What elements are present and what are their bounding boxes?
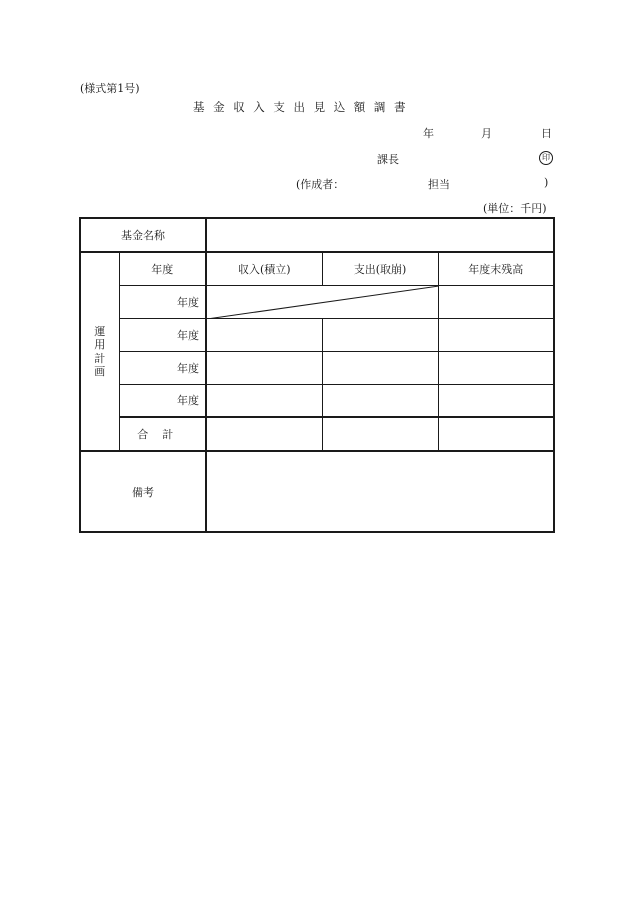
expense-cell[interactable] xyxy=(322,351,438,384)
diagonal-slash xyxy=(207,286,439,319)
total-expense-cell[interactable] xyxy=(322,417,438,451)
document-title: 基金収入支出見込額調書 xyxy=(193,100,415,114)
total-label-cell xyxy=(119,417,206,451)
fund-name-field[interactable] xyxy=(206,218,554,252)
total-label: 合計 xyxy=(137,428,188,441)
header-income: 収入(積立) xyxy=(206,252,322,285)
total-income-cell[interactable] xyxy=(206,417,322,451)
income-cell[interactable] xyxy=(206,384,322,417)
income-cell[interactable] xyxy=(206,351,322,384)
fund-plan-table xyxy=(79,217,555,533)
balance-cell[interactable] xyxy=(438,285,554,318)
author-label: (作成者： xyxy=(296,178,345,191)
row-year-label: 年度 xyxy=(119,384,206,417)
author-tanto-label: 担当 xyxy=(428,178,450,191)
unit-label: (単位：千円) xyxy=(483,202,547,215)
remarks-field[interactable] xyxy=(206,451,554,532)
balance-cell[interactable] xyxy=(438,384,554,417)
author-close-paren: ) xyxy=(544,176,549,189)
date-day-label: 日 xyxy=(541,127,552,140)
remarks-label: 備考 xyxy=(80,451,206,532)
form-number: (様式第1号) xyxy=(80,82,140,95)
date-year-label: 年 xyxy=(423,127,434,140)
income-cell[interactable] xyxy=(206,318,322,351)
row-year-label: 年度 xyxy=(119,285,206,318)
row-year-label: 年度 xyxy=(119,318,206,351)
header-balance: 年度末残高 xyxy=(438,252,554,285)
expense-cell[interactable] xyxy=(322,318,438,351)
expense-cell[interactable] xyxy=(322,384,438,417)
plan-label-cell xyxy=(80,252,119,451)
fund-name-label: 基金名称 xyxy=(80,218,206,252)
total-balance-cell[interactable] xyxy=(438,417,554,451)
date-month-label: 月 xyxy=(481,127,492,140)
row-year-label: 年度 xyxy=(119,351,206,384)
income-expense-diagonal-cell xyxy=(206,285,438,318)
plan-label: 運用計画 xyxy=(94,324,106,378)
seal-icon: 印 xyxy=(539,151,553,165)
chief-label: 課長 xyxy=(377,153,399,166)
header-expense: 支出(取崩) xyxy=(322,252,438,285)
balance-cell[interactable] xyxy=(438,318,554,351)
header-year: 年度 xyxy=(119,252,206,285)
balance-cell[interactable] xyxy=(438,351,554,384)
